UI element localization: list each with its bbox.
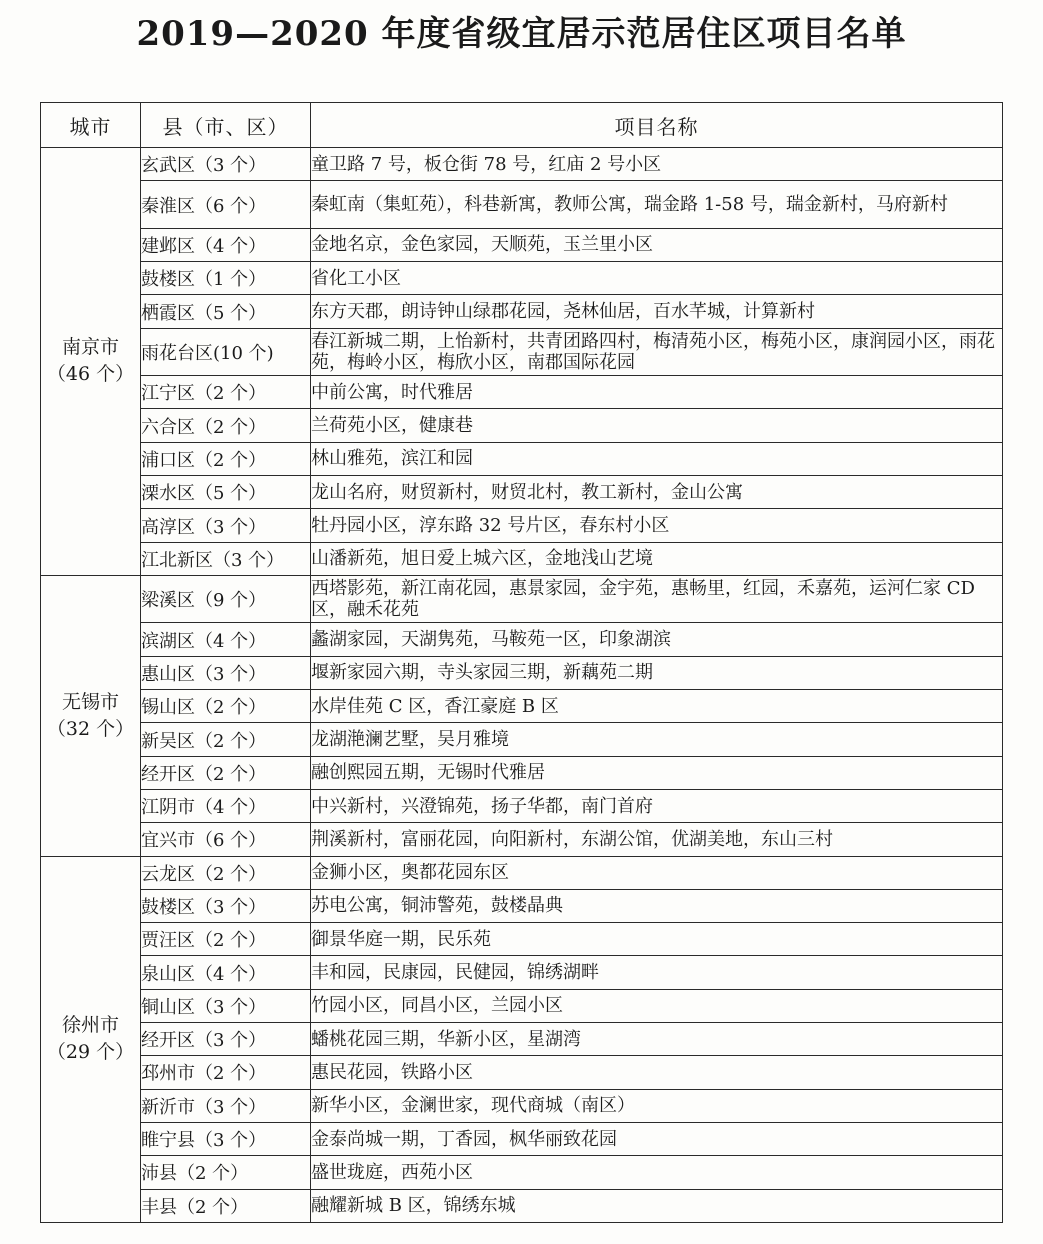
county-cell: 新吴区（2 个） [141,723,311,756]
county-cell: 六合区（2 个） [141,409,311,442]
project-cell: 蟠桃花园三期，华新小区，星湖湾 [311,1023,1003,1056]
county-cell: 栖霞区（5 个） [141,295,311,328]
city-cell [41,575,141,856]
project-cell: 丰和园，民康园，民健园，锦绣湖畔 [311,956,1003,989]
county-cell: 鼓楼区（1 个） [141,262,311,295]
table-row [41,690,1003,723]
project-cell: 童卫路 7 号，板仓街 78 号，红庙 2 号小区 [311,148,1003,181]
table-row [41,181,1003,229]
city-cell [41,856,141,1222]
project-cell: 牡丹园小区，淳东路 32 号片区，春东村小区 [311,509,1003,542]
table-row [41,509,1003,542]
table-row [41,823,1003,856]
table-body [41,148,1003,1223]
county-cell: 滨湖区（4 个） [141,623,311,656]
county-cell: 泉山区（4 个） [141,956,311,989]
table-row [41,376,1003,409]
project-cell: 苏电公寓，铜沛警苑，鼓楼晶典 [311,889,1003,922]
table-row [41,1023,1003,1056]
project-cell: 金泰尚城一期，丁香园，枫华丽致花园 [311,1122,1003,1155]
table-row [41,476,1003,509]
county-cell: 经开区（3 个） [141,1023,311,1056]
county-cell: 梁溪区（9 个） [141,575,311,623]
project-cell: 省化工小区 [311,262,1003,295]
county-cell: 浦口区（2 个） [141,442,311,475]
project-cell: 山潘新苑，旭日爱上城六区，金地浅山艺境 [311,542,1003,575]
county-cell: 江宁区（2 个） [141,376,311,409]
county-cell: 高淳区（3 个） [141,509,311,542]
table-row [41,923,1003,956]
county-cell: 睢宁县（3 个） [141,1122,311,1155]
county-cell: 丰县（2 个） [141,1189,311,1222]
table-row [41,1089,1003,1122]
project-cell: 兰荷苑小区，健康巷 [311,409,1003,442]
county-cell: 新沂市（3 个） [141,1089,311,1122]
project-cell: 金地名京，金色家园，天顺苑，玉兰里小区 [311,228,1003,261]
county-cell: 云龙区（2 个） [141,856,311,889]
project-cell: 惠民花园，铁路小区 [311,1056,1003,1089]
table-row [41,789,1003,822]
table-row [41,656,1003,689]
county-cell: 邳州市（2 个） [141,1056,311,1089]
city-count: （29 个） [46,1041,135,1064]
county-cell: 宜兴市（6 个） [141,823,311,856]
county-cell: 建邺区（4 个） [141,228,311,261]
table-row [41,442,1003,475]
page-title: 2019—2020 年度省级宜居示范居住区项目名单 [136,14,907,54]
table-row [41,856,1003,889]
county-cell: 溧水区（5 个） [141,476,311,509]
county-cell: 秦淮区（6 个） [141,181,311,229]
project-cell: 御景华庭一期，民乐苑 [311,923,1003,956]
project-cell: 金狮小区，奥都花园东区 [311,856,1003,889]
table-row [41,956,1003,989]
city-count: （32 个） [46,717,135,740]
project-cell: 盛世珑庭，西苑小区 [311,1156,1003,1189]
table-row [41,328,1003,376]
project-cell: 荆溪新村，富丽花园，向阳新村，东湖公馆，优湖美地，东山三村 [311,823,1003,856]
city-count: （46 个） [46,363,135,386]
county-cell: 铜山区（3 个） [141,989,311,1022]
header-project: 项目名称 [311,103,1003,148]
county-cell: 沛县（2 个） [141,1156,311,1189]
city-name: 徐州市 [61,1014,119,1037]
project-cell: 春江新城二期，上怡新村，共青团路四村，梅清苑小区，梅苑小区，康润园小区，雨花苑，梅岭小区，梅欣小区，南郡国际花园 [311,328,1003,376]
project-cell: 林山雅苑，滨江和园 [311,442,1003,475]
table-row [41,542,1003,575]
table-header-row [41,103,1003,148]
table-row [41,1189,1003,1222]
project-cell: 新华小区，金澜世家，现代商城（南区） [311,1089,1003,1122]
city-cell [41,148,141,576]
project-cell: 融创熙园五期，无锡时代雅居 [311,756,1003,789]
table-row [41,623,1003,656]
project-cell: 中前公寓，时代雅居 [311,376,1003,409]
table-row [41,295,1003,328]
county-cell: 鼓楼区（3 个） [141,889,311,922]
project-cell: 蠡湖家园，天湖隽苑，马鞍苑一区，印象湖滨 [311,623,1003,656]
header-county: 县（市、区） [141,103,311,148]
project-cell: 东方天郡，朗诗钟山绿郡花园，尧林仙居，百水芊城，计算新村 [311,295,1003,328]
header-city: 城市 [41,103,141,148]
county-cell: 江阴市（4 个） [141,789,311,822]
project-cell: 秦虹南（集虹苑），科巷新寓，教师公寓，瑞金路 1-58 号，瑞金新村，马府新村 [311,181,1003,229]
table-row [41,409,1003,442]
project-cell: 西塔影苑，新江南花园，惠景家园，金宇苑，惠畅里，红园，禾嘉苑，运河仁家 CD 区，融禾花苑 [311,575,1003,623]
table-row [41,575,1003,623]
project-cell: 竹园小区，同昌小区，兰园小区 [311,989,1003,1022]
project-cell: 融耀新城 B 区，锦绣东城 [311,1189,1003,1222]
table-row [41,723,1003,756]
county-cell: 惠山区（3 个） [141,656,311,689]
city-name: 无锡市 [61,690,119,713]
county-cell: 锡山区（2 个） [141,690,311,723]
table-row [41,262,1003,295]
table-row [41,1056,1003,1089]
project-cell: 龙山名府，财贸新村，财贸北村，教工新村，金山公寓 [311,476,1003,509]
project-cell: 龙湖滟澜艺墅，吴月雅境 [311,723,1003,756]
county-cell: 经开区（2 个） [141,756,311,789]
project-cell: 堰新家园六期，寺头家园三期，新藕苑二期 [311,656,1003,689]
table-row [41,756,1003,789]
project-cell: 水岸佳苑 C 区，香江豪庭 B 区 [311,690,1003,723]
table-row [41,1122,1003,1155]
county-cell: 江北新区（3 个） [141,542,311,575]
county-cell: 贾汪区（2 个） [141,923,311,956]
table-row [41,989,1003,1022]
table-row [41,889,1003,922]
project-table [40,102,1003,1223]
table-row [41,228,1003,261]
table-row [41,1156,1003,1189]
county-cell: 玄武区（3 个） [141,148,311,181]
project-cell: 中兴新村，兴澄锦苑，扬子华都，南门首府 [311,789,1003,822]
county-cell: 雨花台区(10 个) [141,328,311,376]
table-row [41,148,1003,181]
city-name: 南京市 [61,336,119,359]
